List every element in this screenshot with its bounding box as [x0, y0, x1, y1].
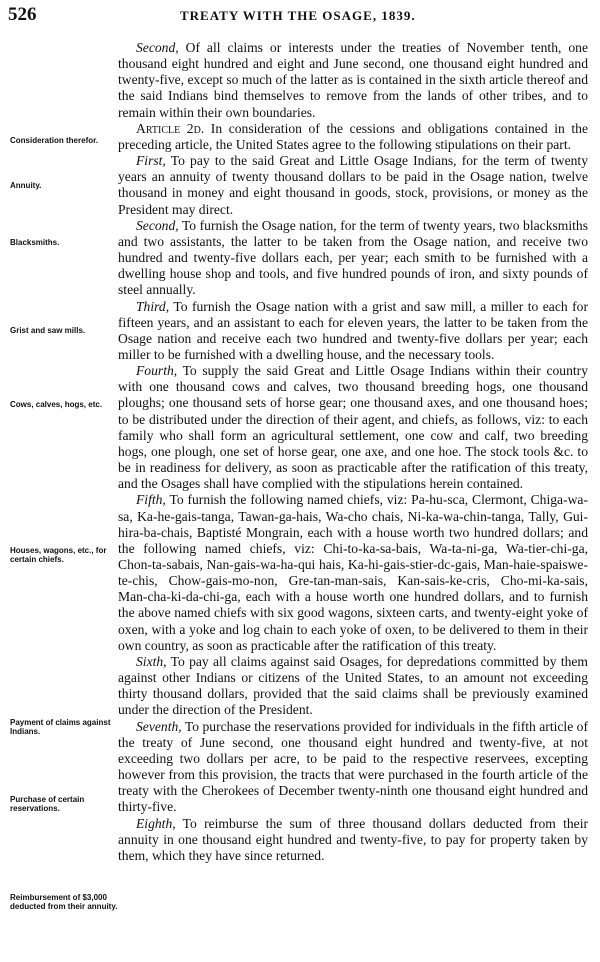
margin-note-reservations: Purchase of certain reservations.: [10, 795, 85, 813]
paragraph-text: To pay to the said Great and Little Osage Indians, for the term of twenty years an annuity of twenty thousand dollars to be paid in the Osage nation, twelve thousand in money and eight thousand in goods, stock, provisions, or money as the President may direct.: [118, 153, 588, 217]
paragraph-second-blacksmiths: [118, 218, 588, 299]
paragraph-fifth-chiefs: [118, 492, 588, 654]
margin-note-reimbursement: Reimbursement of $3,000 deducted from their annuity.: [10, 893, 118, 911]
paragraph-lead: Sixth,: [136, 653, 167, 669]
paragraph-lead: Eighth,: [136, 815, 176, 831]
paragraph-article-2d: [118, 121, 588, 153]
paragraph-text: To purchase the reservations provided for individuals in the fifth article of the treaty of June second, one thousand eight hundred and twenty-five, at not exceeding two dollars per acre, to be paid to the respective reservees, excepting however from this provision, the tracts that were purchased in the fourth article of the treaty with the Cherokees of December twenty-ninth one thousand eight hundred and thirty-five.: [118, 718, 588, 815]
paragraph-text: To supply the said Great and Little Osage Indians within their country with one thousand cows and calves, two thousand breeding hogs, one thousand ploughs; one thousand sets of horse gear; one thousand axes, and one thousand hoes; to be distributed under the direction of their agent, and chiefs, as follows, viz: to each family who shall form an agricultural settlement, one cow and calf, two breeding hogs, one plough, one set of horse gear, one axe, and one hoe. The stock tools &c. to be in readiness for delivery, as soon as practicable after the ratification of this treaty, and the Osages shall have complied with the stipulations herein contained.: [118, 363, 588, 492]
paragraph-lead: Second,: [136, 40, 179, 55]
paragraph-lead: Fourth,: [136, 363, 178, 379]
paragraph-lead: First,: [136, 153, 166, 169]
margin-note-annuity: Annuity.: [10, 181, 42, 190]
paragraph-text: To pay all claims against said Osages, for depredations committed by them against other Indians or citizens of the United States, to an amount not exceeding thirty thousand dollars, provided that the said claims shall be previously examined under the direction of the President.: [118, 653, 588, 718]
paragraph-second-claims: [118, 40, 588, 121]
paragraph-text: In consideration of the cessions and obligations contained in the preceding article, the United States agree to the following stipulations on their part.: [118, 120, 588, 152]
paragraph-lead: Seventh,: [136, 718, 182, 734]
running-title: TREATY WITH THE OSAGE, 1839.: [180, 8, 416, 23]
paragraph-text: To reimburse the sum of three thousand dollars deducted from their annuity in one thousand eight hundred and twenty-five, to pay for property taken by them, which they have since returned.: [118, 815, 588, 863]
paragraph-third-mills: [118, 299, 588, 364]
margin-note-houses-wagons: Houses, wagons, etc., for certain chiefs.: [10, 546, 107, 564]
margin-note-livestock: Cows, calves, hogs, etc.: [10, 400, 103, 409]
paragraph-sixth-claims: [118, 654, 588, 719]
paragraph-text: To furnish the following named chiefs, viz: Pa-hu-sca, Clermont, Chiga-wa-sa, Ka-he-gais-tanga, Tawan-ga-hais, Wa-cho chais, Ni-ka-wa-chin-tanga, Tally, Gui-hira-ba-chais, Baptisté Mongrain, each with a house worth two hundred dollars; and the following named chiefs, viz: Chi-to-ka-sa-bais, Wa-ta-ni-ga, Wa-tier-chi-ga, Chon-ta-sabais, Nan-gais-wa-ha-qui hais, Ka-hi-gais-stier-dc-gais, Man-haie-spaiswe-te-chis, Chow-gais-mo-non, Gre-tan-man-sais, Kan-sais-ke-cris, Cho-mi-ka-sais, Man-cha-ki-da-chi-ga, each with a house worth one hundred dollars, and to furnish the above named chiefs with six good wagons, sixteen carts, and twenty-eight yoke of oxen, with a yoke and log chain to each yoke of oxen, to be delivered to them in their own country, as soon as practicable after the ratification of this treaty.: [118, 492, 588, 653]
page-header: [0, 4, 600, 30]
paragraph-text: Of all claims or interests under the treaties of November tenth, one thousand eight hundred and eight and June second, one thousand eight hundred and twenty-five, except so much of the latter as is contained in the sixth article thereof and the said Indians bind themselves to remove from the lands of other tribes, and to remain within their own boundaries.: [118, 40, 588, 120]
paragraph-eighth-reimbursement: [118, 816, 588, 864]
paragraph-text: To furnish the Osage nation, for the term of twenty years, two blacksmiths and two assistants, the latter to be taken from the Osage nation, and receive two hundred and twenty-five dollars each, per year; each smith to be furnished with a dwelling house shop and tools, and five hundred pounds of iron, and sixty pounds of steel annually.: [118, 217, 588, 298]
margin-note-consideration: Consideration therefor.: [10, 136, 99, 145]
paragraph-lead: Article 2d.: [136, 120, 205, 136]
paragraph-first-annuity: [118, 153, 588, 218]
paragraph-lead: Second,: [136, 217, 179, 233]
paragraph-lead: Third,: [136, 298, 170, 314]
margin-note-blacksmiths: Blacksmiths.: [10, 238, 60, 247]
paragraph-text: To furnish the Osage nation with a grist and saw mill, a miller to each for fifteen years, and an assistant to each for eleven years, the latter to be taken from the Osage nation and receive each two hundred and twenty-five dollars per year; each miller to be furnished with a dwelling house, and the necessary tools.: [118, 298, 588, 362]
paragraph-lead: Fifth,: [136, 492, 166, 508]
margin-note-grist-mills: Grist and saw mills.: [10, 326, 86, 335]
paragraph-fourth-livestock: [118, 363, 588, 492]
paragraph-seventh-reservations: [118, 719, 588, 816]
treaty-body-text: [118, 40, 588, 864]
page-number: 526: [8, 4, 37, 25]
margin-note-claims-payment: Payment of claims against Indians.: [10, 718, 111, 736]
